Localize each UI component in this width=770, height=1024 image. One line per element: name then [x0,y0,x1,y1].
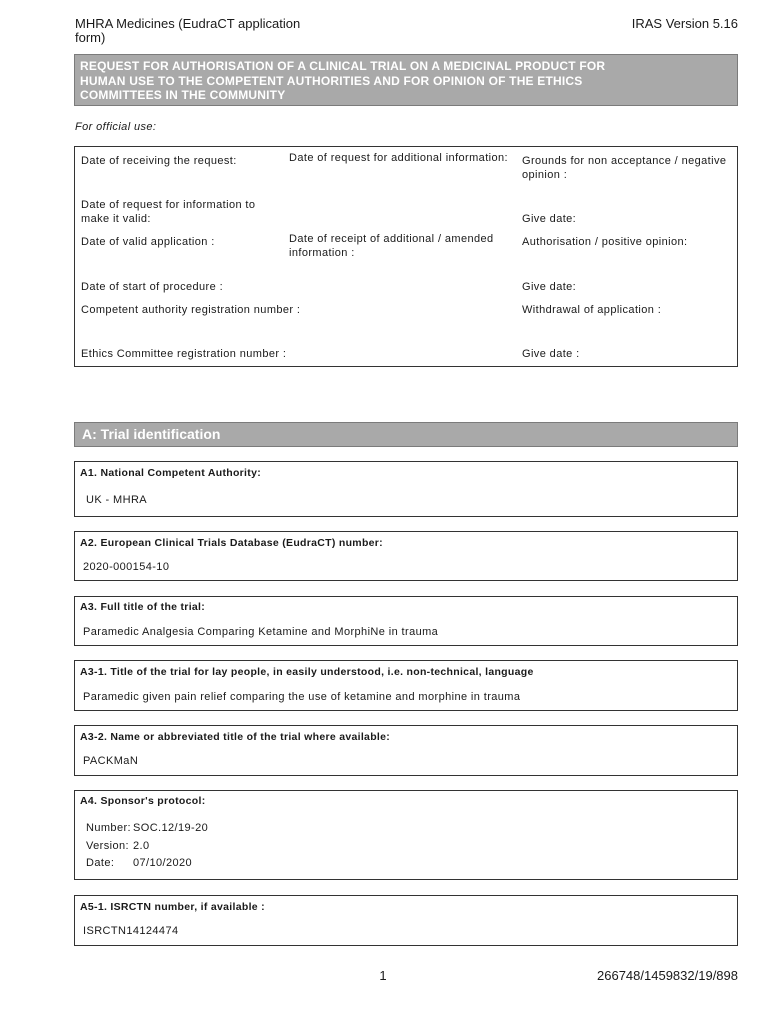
official-field-ethics-committee-registration-number: Ethics Committee registration number : [81,348,287,360]
protocol-version-label: Version: [86,839,129,852]
page-number: 1 [379,968,387,983]
official-field-give-date-non-acceptance: Give date: [522,213,577,225]
question-a2-value: 2020-000154-10 [83,561,170,573]
official-field-authorisation-positive-opinion: Authorisation / positive opinion: [522,236,688,248]
question-a5-1-value: ISRCTN14124474 [83,925,179,937]
question-a1-label: A1. National Competent Authority: [80,467,262,479]
official-field-grounds-non-acceptance: Grounds for non acceptance / negative opinion : [522,155,727,181]
question-a3-value: Paramedic Analgesia Comparing Ketamine and MorphiNe in trauma [83,626,439,638]
question-a3-1-label: A3-1. Title of the trial for lay people, in easily understood, i.e. non-technical, language [80,666,534,678]
official-use-box [74,146,738,367]
official-use-label: For official use: [75,121,157,133]
official-field-date-request-information-valid: Date of request for information to make it valid: [81,199,256,225]
official-field-date-valid-application: Date of valid application : [81,236,215,248]
protocol-version-value: 2.0 [133,839,150,852]
question-a3-1-box [74,660,738,711]
official-field-date-request-additional-information: Date of request for additional information: [289,152,508,164]
question-a3-label: A3. Full title of the trial: [80,601,206,613]
question-a4-box [74,790,738,880]
question-a2-label: A2. European Clinical Trials Database (EudraCT) number: [80,537,383,549]
question-a1-box [74,461,738,517]
section-a-heading: A: Trial identification [82,426,221,442]
protocol-date-label: Date: [86,857,115,869]
question-a3-1-value: Paramedic given pain relief comparing the use of ketamine and morphine in trauma [83,691,521,703]
official-field-date-start-procedure: Date of start of procedure : [81,281,224,293]
question-a3-2-value: PACKMaN [83,755,139,767]
official-field-competent-authority-registration-number: Competent authority registration number : [81,304,301,316]
sponsor-protocol-table [86,820,208,873]
question-a1-value: UK - MHRA [86,494,148,506]
sponsor-protocol-row [86,838,208,856]
protocol-date-value: 07/10/2020 [133,857,193,869]
official-field-withdrawal-of-application: Withdrawal of application : [522,304,662,316]
document-header-title: MHRA Medicines (EudraCT application form) [75,16,301,45]
form-title: REQUEST FOR AUTHORISATION OF A CLINICAL TRIAL ON A MEDICINAL PRODUCT FOR HUMAN USE TO THE COMPETENT AUTHORITIES AND FOR OPINION OF THE ETHICS COMMITTEES IN THE COMMUNITY [80,59,606,102]
question-a2-box [74,531,738,581]
question-a5-1-label: A5-1. ISRCTN number, if available : [80,901,265,913]
form-title-banner [74,54,738,106]
question-a3-2-label: A3-2. Name or abbreviated title of the trial where available: [80,731,391,743]
official-field-date-receiving-request: Date of receiving the request: [81,155,237,167]
question-a3-2-box [74,725,738,776]
form-version: IRAS Version 5.16 [631,16,738,31]
question-a5-1-box [74,895,738,946]
section-a-heading-bar [74,422,738,447]
sponsor-protocol-row [86,855,208,873]
official-field-date-receipt-additional-information: Date of receipt of additional / amended information : [289,233,494,259]
question-a3-box [74,596,738,646]
sponsor-protocol-row [86,820,208,838]
protocol-number-value: SOC.12/19-20 [133,822,209,834]
official-field-give-date-withdrawal: Give date : [522,348,580,360]
document-reference: 266748/1459832/19/898 [597,968,738,983]
official-field-give-date-authorisation: Give date: [522,281,577,293]
question-a4-label: A4. Sponsor's protocol: [80,795,206,807]
protocol-number-label: Number: [86,822,131,834]
